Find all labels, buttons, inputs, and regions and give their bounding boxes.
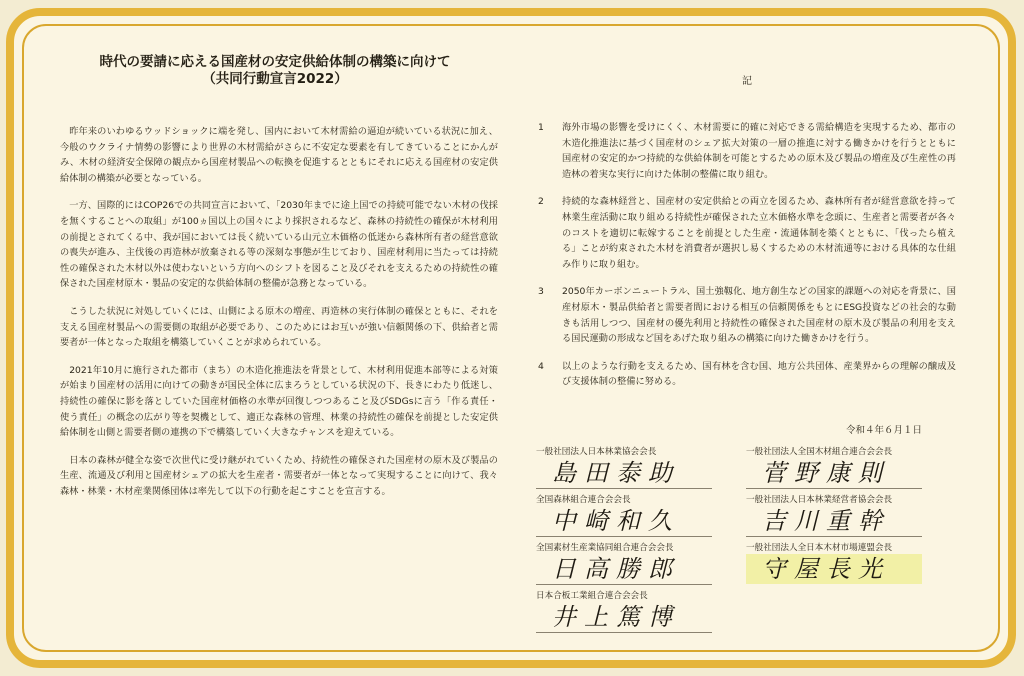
signatory-org: 一般社団法人全国木材組合連合会会長 (746, 447, 893, 457)
action-item (538, 284, 956, 346)
signature: 守屋長光 (746, 554, 922, 584)
item-number: 4 (538, 360, 544, 372)
signatory-org: 全国森林組合連合会会長 (536, 495, 631, 505)
signatory-org: 全国素材生産業協同組合連合会会長 (536, 543, 674, 553)
item-number: 2 (538, 196, 544, 208)
title-line-2: （共同行動宣言2022） (202, 71, 348, 87)
paragraph: 2021年10月に施行された都市（まち）の木造化推進法を背景として、木材利用促進本部等による対策が始まり国産材の活用に向けての動きが国民全体に広まろうとしている状況の下、長きにわたり低迷し、持続性の確保に影を落としていた国産材価格の水準が回復しつつあること及びSDGsに言う「作る責任・使う責任」の概念の広がり等を契機として、適正な森林の管理、林業の持続性の確保を前提とした安定供給体制を山側と需要者側の連携の下で構築していく大きなチャンスを迎えている。 (60, 364, 498, 439)
signatory-org: 一般社団法人日本林業経営者協会会長 (746, 495, 893, 505)
signature: 島田泰助 (536, 458, 712, 489)
paragraph: 昨年来のいわゆるウッドショックに端を発し、国内において木材需給の逼迫が続いている状況に加え、今般のウクライナ情勢の影響により世界の木材需給がさらに不安定な要素を有してきていることにかんがみ、木材の経済安全保障の観点から国産材製品への転換を促進するとともにそれに応える国産材の安定供給体制の構築が必要となっている。 (60, 126, 498, 184)
signatory (536, 542, 736, 585)
item-text: 以上のような行動を支えるため、国有林を含む国、地方公共団体、産業界からの理解の醸成及び支援体制の整備に努める。 (562, 360, 956, 388)
signatory (536, 494, 736, 537)
action-item (538, 194, 956, 272)
preamble (60, 124, 498, 511)
action-items (538, 120, 956, 402)
signatory (746, 494, 946, 537)
signature: 吉川重幹 (746, 506, 922, 537)
signature: 井上篤博 (536, 602, 712, 633)
action-item (538, 120, 956, 182)
item-text: 海外市場の影響を受けにくく、木材需要に的確に対応できる需給構造を実現するため、都市の木造化推進法に基づく国産材のシェア拡大対策の一層の推進に対する働きかけを行うとともに国産材の安定的かつ持続的な供給体制を可能とするための原木及び製品の増産及び生産性の再造林の着実な実行に向けた体制の整備に取り組む。 (562, 122, 956, 180)
paragraph: 日本の森林が健全な姿で次世代に受け継がれていくため、持続性の確保された国産材の原木及び製品の生産、流通及び利用と国産材シェアの拡大を生産者・需要者が一体となって実現することに向けて、我々森林・林業・木材産業関係団体は率先して以下の行動を起こすことを宣言する。 (60, 454, 498, 497)
signature: 日高勝郎 (536, 554, 712, 585)
item-number: 3 (538, 286, 544, 298)
signatory (746, 542, 946, 584)
signatory-org: 一般社団法人全日本木材市場連盟会長 (746, 543, 893, 553)
signatory-org: 一般社団法人日本林業協会会長 (536, 447, 657, 457)
title-line-1: 時代の要請に応える国産材の安定供給体制の構築に向けて (99, 54, 451, 70)
item-text: 2050年カーボンニュートラル、国土強靱化、地方創生などの国家的課題への対応を背景に、国産材原木・製品供給者と需要者間における相互の信頼関係をもとにESG投資などの社会的な動きも活用しつつ、国産材の優先利用と持続性の確保された国産材の原木及び製品の利用を支える国民運動の形成など国をあげた取り組みの構築に向けた働きかけを行う。 (562, 286, 956, 345)
paragraph: 一方、国際的にはCOP26での共同宣言において、「2030年までに途上国での持続可能でない木材の伐採を無くすることへの取組」が100ヵ国以上の国々により採択されるなど、森林の持続性の確保が木材利用の前提とされてくる中、我が国においては長く続いている山元立木価格の低迷から森林所有者の経営意欲の喪失が進み、主伐後の再造林が放棄される等の深刻な事態が生じており、国産材利用に当たっては持続性の確保された木材以外は使わないという方向へのシフトを図ること及びそれを支えるための持続性の確保された国産材原木・製品の安定的な供給体制の整備が急務となっている。 (60, 200, 498, 290)
signature: 菅野康則 (746, 458, 922, 489)
document-title (60, 54, 490, 88)
signatory-org: 日本合板工業組合連合会会長 (536, 591, 648, 601)
item-number: 1 (538, 122, 544, 133)
signatory (536, 590, 736, 633)
signatory (746, 446, 946, 489)
signature: 中崎和久 (536, 506, 712, 537)
action-item (538, 359, 956, 390)
item-text: 持続的な森林経営と、国産材の安定供給との両立を図るため、森林所有者が経営意欲を持って林業生産活動に取り組める持続性が確保された立木価格水準を念頭に、生産者と需要者が各々のコストを適切に転嫁することを前提とした生産・流通体制を築くとともに、「伐ったら植える」ことが約束された木材を消費者が選択し易くするための木材流通等における具体的な仕組み作りに取り組む。 (562, 196, 956, 270)
declaration-date: 令和４年６月１日 (846, 425, 923, 436)
signatory (536, 446, 736, 489)
paragraph: こうした状況に対処していくには、山側による原木の増産、再造林の実行体制の確保とともに、それを支える国産材製品への需要側の取組が必要であり、このためにはお互いが強い信頼関係の下、供給者と需要者が一体となった取組を構築していくことが求められている。 (60, 305, 498, 349)
ki-heading: 記 (742, 76, 752, 87)
